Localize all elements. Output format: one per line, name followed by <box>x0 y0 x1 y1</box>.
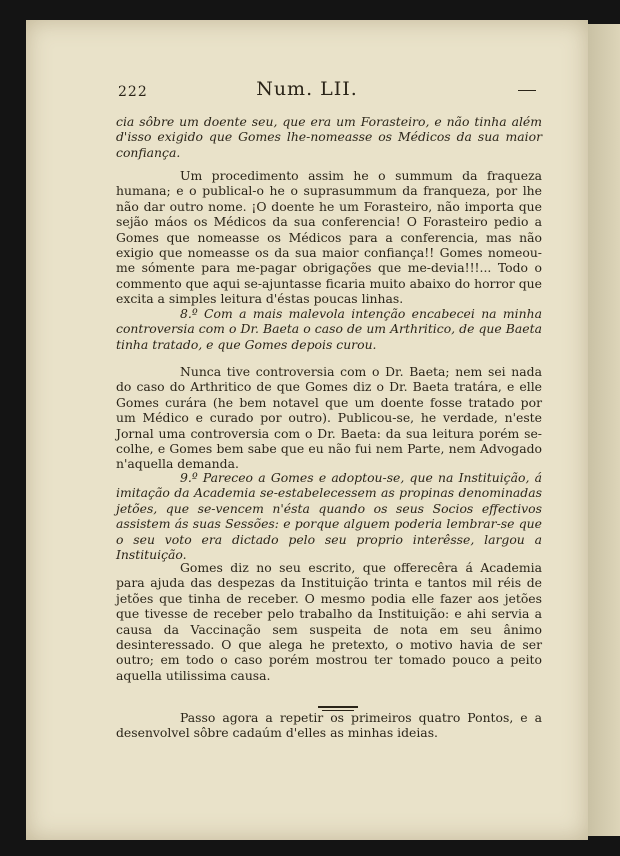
paragraph-0 <box>116 114 542 160</box>
paragraph-text: Um procedimento assim he o summum da fraqueza humana; e o publical-o he o suprasummum da franqueza, por lhe não dar outro nome. ¡O doente he um Forasteiro, não importa que sejão máos os Médicos da sua conferencia! O Forasteiro pedio a Gomes que nomeasse os Médicos para a conferencia, mas não exigio que nomeasse os da sua maior confiança!! Gomes nomeou-me sómente para me-pagar obrigações que me-devia!!!... Todo o commento que aqui se-ajuntasse ficaria muito abaixo do horror que excita a simples leitura d'éstas poucas linhas. <box>116 168 542 307</box>
book-page <box>26 20 588 840</box>
paragraph-5 <box>116 560 542 683</box>
running-title: Num. LII. <box>256 78 358 100</box>
paragraph-6 <box>116 710 542 741</box>
paragraph-text: cia sôbre um doente seu, que era um Forasteiro, e não tinha além d'isso exigido que Gomes lhe-nomeasse os Médicos da sua maior confiança. <box>116 114 542 160</box>
paragraph-4 <box>116 470 542 562</box>
paragraph-text: 8.º Com a mais malevola intenção encabecei na minha controversia com o Dr. Baeta o caso de um Arthritico, de que Baeta tinha tratado, e que Gomes depois curou. <box>116 306 542 352</box>
section-rule <box>318 706 358 708</box>
paragraph-text: Nunca tive controversia com o Dr. Baeta; nem sei nada do caso do Arthritico de que Gomes diz o Dr. Baeta tratára, e elle Gomes curára (he bem notavel que um doente fosse tratado por um Médico e curado por outro). Publicou-se, he verdade, n'este Jornal uma controversia com o Dr. Baeta: da sua leitura porém se-colhe, e Gomes bem sabe que eu não fui nem Parte, nem Advogado n'aquella demanda. <box>116 364 542 472</box>
paragraph-text: 9.º Pareceo a Gomes e adoptou-se, que na Instituição, á imitação da Academia se-estabelecessem as propinas denominadas jetões, que se-vencem n'ésta quando os seus Socios effectivos assistem ás suas Sessões: e porque alguem poderia lembrar-se que o seu voto era dictado pelo seu proprio interêsse, largou a Instituição. <box>116 470 542 563</box>
paragraph-1 <box>116 168 542 307</box>
running-head <box>26 78 588 108</box>
paragraph-text: Passo agora a repetir os primeiros quatro Pontos, e a desenvolvel sôbre cadaúm d'elles as minhas ideias. <box>116 710 542 741</box>
paragraph-3 <box>116 364 542 472</box>
paragraph-text: Gomes diz no seu escrito, que offerecêra á Academia para ajuda das despezas da Instituição trinta e tantos mil réis de jetões que tinha de receber. O mesmo podia elle fazer aos jetões que tivesse de receber pelo trabalho da Instituição: e ahi servia a causa da Vaccinação sem suspeita de nota em seu ânimo desinteressado. O que alega he pretexto, o motivo havia de ser outro; em todo o caso porém mostrou ter tomado pouco a peito aquella utilissima causa. <box>116 560 542 683</box>
header-dash <box>518 90 536 91</box>
paragraph-2 <box>116 306 542 352</box>
page-number: 222 <box>118 84 148 100</box>
next-page-edge <box>588 24 620 836</box>
